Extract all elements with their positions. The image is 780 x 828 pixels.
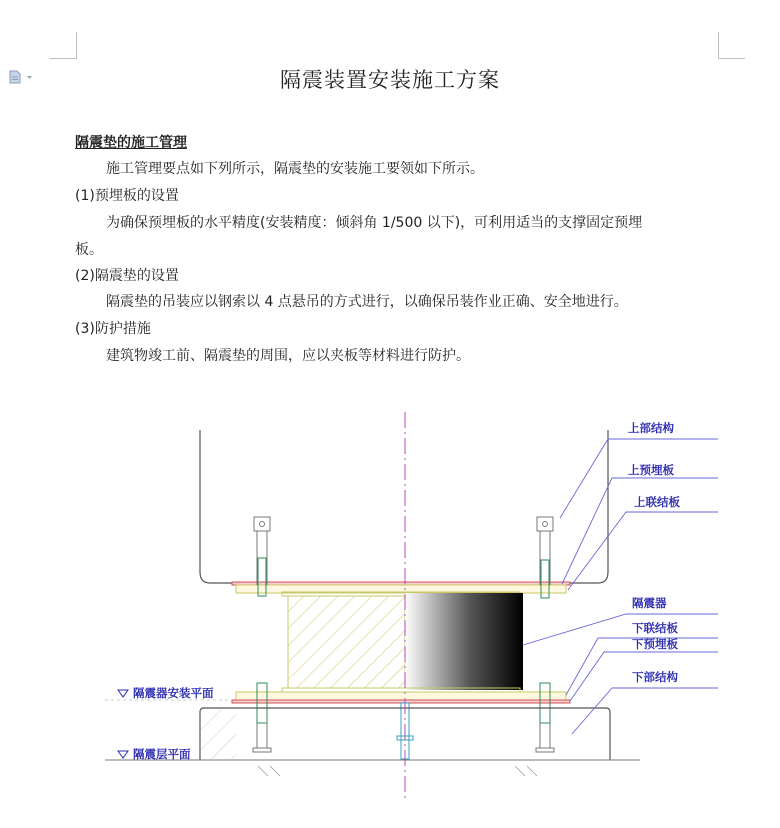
leader-lower-structure [572,688,718,734]
isolator-installation-diagram [0,390,780,828]
intro-paragraph: 施工管理要点如下列所示，隔震垫的安装施工要领如下所示。 [106,161,484,177]
isolator-rubber-section [405,593,523,690]
label-lower-structure: 下部结构 [632,670,678,684]
label-isolation-level: 隔震层平面 [133,747,191,761]
label-lower-embed-plate: 下预埋板 [632,637,678,651]
section-heading: 隔震垫的施工管理 [75,135,187,151]
item-heading-3: (3)防护措施 [75,321,151,337]
label-upper-connect-plate: 上联结板 [634,495,680,509]
item-text-1: 为确保预埋板的水平精度(安装精度：倾斜角 1/500 以下)，可利用适当的支撑固定预埋 [106,215,643,231]
leader-upper-embed [562,478,718,584]
isolation-level-marker [118,747,191,761]
item-heading-2: (2)隔震垫的设置 [75,268,179,284]
page-title: 隔震装置安装施工方案 [280,68,500,92]
item-heading-1: (1)预埋板的设置 [75,188,179,204]
install-level-marker [105,686,232,700]
page-corner-top-right [718,32,745,59]
leader-isolator [523,614,718,645]
lower-connect-plate [236,692,566,700]
item-text-2: 隔震垫的吊装应以钢索以 4 点悬吊的方式进行，以确保吊装作业正确、安全地进行。 [106,294,628,310]
item-text-1-cont: 板。 [75,242,103,258]
label-install-level: 隔震器安装平面 [133,686,214,700]
isolator-hatched-half [288,596,405,688]
label-isolator: 隔震器 [632,596,667,610]
label-upper-structure: 上部结构 [628,421,674,435]
page-corner-top-left [50,32,77,59]
label-upper-embed-plate: 上预埋板 [628,463,674,477]
label-lower-connect-plate: 下联结板 [632,621,678,635]
item-text-3: 建筑物竣工前、隔震垫的周围，应以夹板等材料进行防护。 [106,348,470,364]
